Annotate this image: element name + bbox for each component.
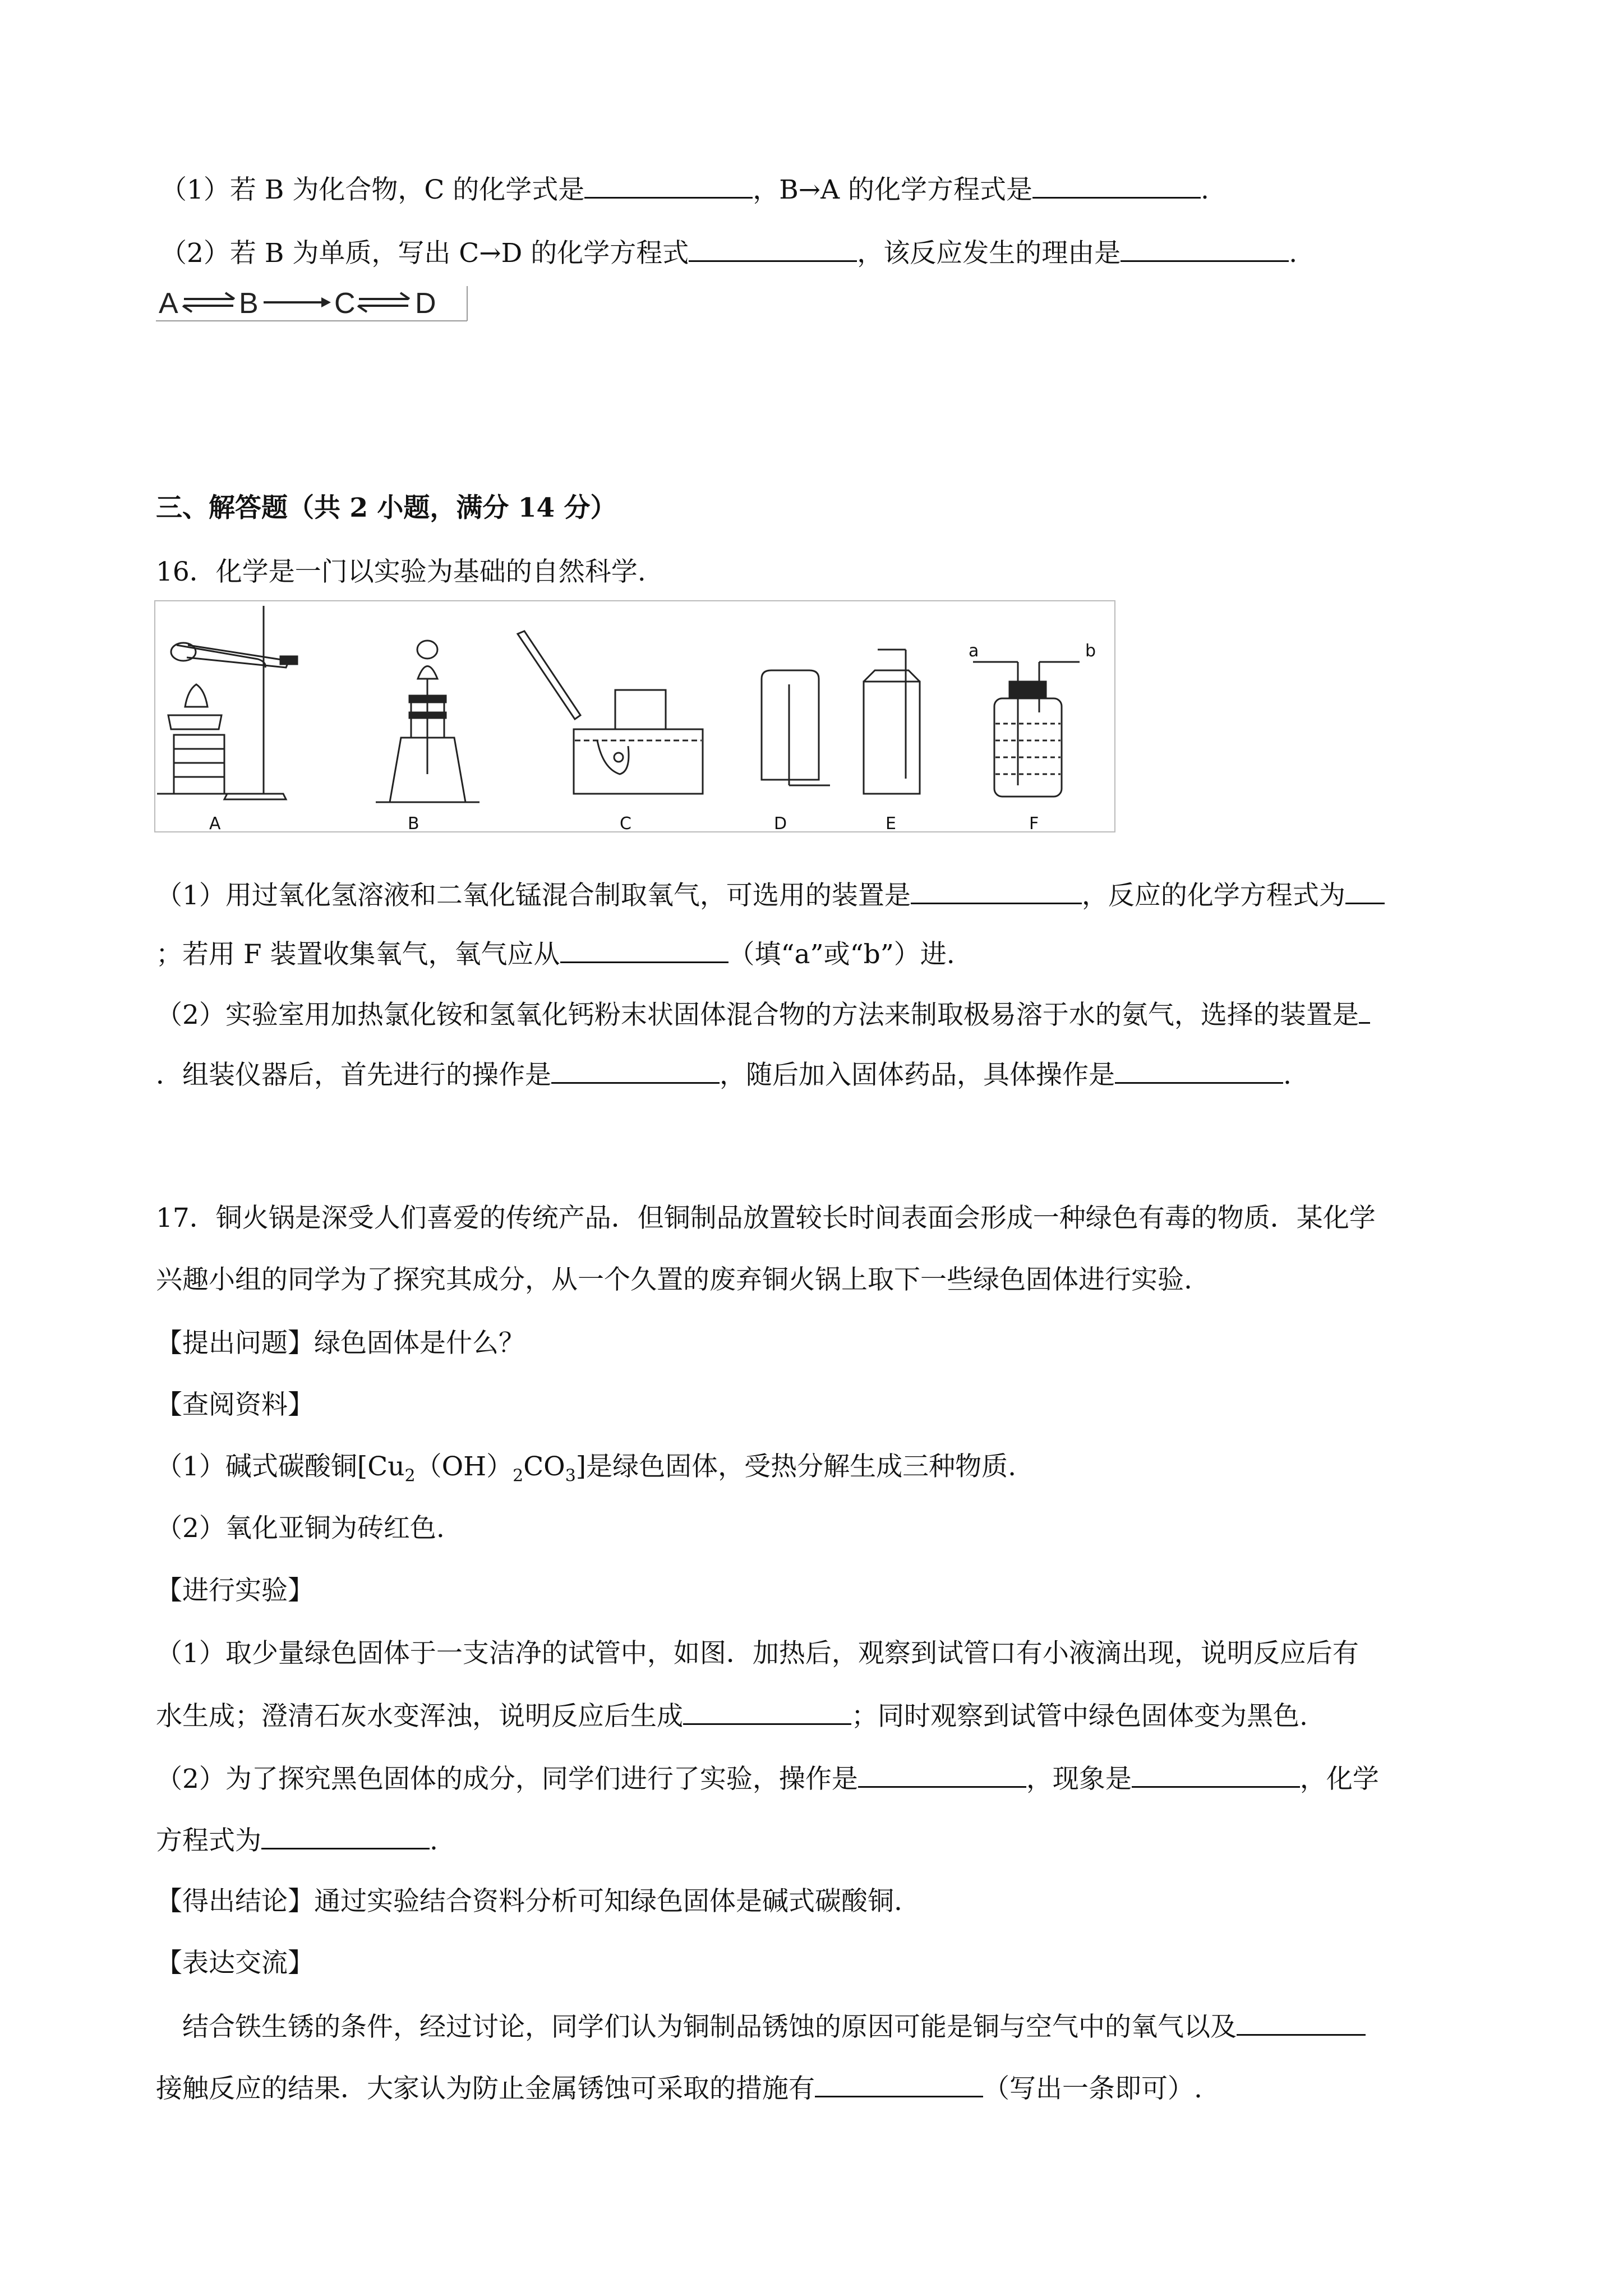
- answer-blank[interactable]: [858, 1761, 1026, 1788]
- answer-blank[interactable]: [689, 236, 857, 262]
- reversible-arrow-icon: [183, 293, 234, 312]
- label-C: C: [620, 814, 631, 834]
- answer-blank[interactable]: [584, 172, 753, 199]
- q16-p2-text-a: （2）实验室用加热氯化铵和氢氧化钙粉末状固体混合物的方法来制取极易溶于水的氨气，选择的装置是: [156, 1000, 1359, 1030]
- apparatus-A: [157, 606, 297, 799]
- answer-blank[interactable]: [1132, 1761, 1300, 1788]
- q17-ref1: [156, 1450, 1016, 1484]
- ref1-sub-1: 2: [404, 1466, 416, 1486]
- q15-p2-text-b: ，该反应发生的理由是: [857, 238, 1121, 269]
- q16-part1-line2: [156, 937, 955, 972]
- q15-part2: [160, 236, 1297, 270]
- forward-arrow-icon: [264, 297, 331, 307]
- chain-A: A: [159, 287, 178, 320]
- exp1-text-a: 水生成；澄清石灰水变浑浊，说明反应后生成: [156, 1701, 683, 1732]
- label-f-b: b: [1085, 641, 1096, 661]
- ref1-sub-2: 2: [513, 1466, 524, 1486]
- q16-p1-text-d: （填“a”或“b”）进.: [728, 939, 955, 970]
- q17-exp1-line2: [156, 1699, 1308, 1733]
- label-D: D: [774, 814, 787, 834]
- q16-p1-text-b: ，反应的化学方程式为: [1081, 880, 1345, 911]
- exp1-text-b: ；同时观察到试管中绿色固体变为黑色.: [851, 1701, 1308, 1732]
- disc-text-a: 结合铁生锈的条件，经过讨论，同学们认为铜制品锈蚀的原因可能是铜与空气中的氧气以及: [182, 2012, 1237, 2042]
- answer-blank[interactable]: [815, 2071, 983, 2097]
- label-B: B: [408, 814, 419, 834]
- q16-p1-text-c: ；若用 F 装置收集氧气，氧气应从: [156, 939, 560, 970]
- q17-ref2: （2）氧化亚铜为砖红色.: [156, 1513, 445, 1544]
- q16-p1-text-a: （1）用过氧化氢溶液和二氧化锰混合制取氧气，可选用的装置是: [156, 880, 911, 911]
- answer-blank[interactable]: [1115, 1057, 1283, 1084]
- apparatus-F: [973, 662, 1080, 797]
- q17-exp2-line1: [156, 1761, 1379, 1796]
- exp2-text-b: ，现象是: [1026, 1764, 1132, 1795]
- exp2-text-c: ，化学: [1299, 1764, 1379, 1795]
- answer-blank[interactable]: [1237, 2009, 1366, 2036]
- q17-conclusion: 【得出结论】通过实验结合资料分析可知绿色固体是碱式碳酸铜.: [156, 1886, 902, 1917]
- exp2-text-d: 方程式为: [156, 1825, 261, 1856]
- q16-p2-text-d: .: [1283, 1060, 1292, 1091]
- reversible-arrow-icon: [358, 293, 409, 312]
- q15-p2-text-a: （2）若 B 为单质，写出 C→D 的化学方程式: [160, 238, 689, 269]
- q16-intro: 16．化学是一门以实验为基础的自然科学.: [156, 556, 646, 587]
- q17-disc-line1: [182, 2009, 1366, 2044]
- q17-disc-heading: 【表达交流】: [156, 1948, 314, 1978]
- answer-blank[interactable]: [1032, 172, 1201, 199]
- q17-ask: 【提出问题】绿色固体是什么？: [156, 1328, 525, 1359]
- q15-p2-text-c: .: [1289, 238, 1298, 269]
- label-E: E: [886, 814, 896, 834]
- ref1-text-c: CO: [523, 1451, 565, 1482]
- apparatus-D: [762, 670, 830, 785]
- q16-p2-text-b: ．组装仪器后，首先进行的操作是: [156, 1060, 551, 1091]
- q17-exp1-line1: （1）取少量绿色固体于一支洁净的试管中，如图．加热后，观察到试管口有小液滴出现，说明反应后有: [156, 1638, 1359, 1669]
- q17-line1: 17．铜火锅是深受人们喜爱的传统产品．但铜制品放置较长时间表面会形成一种绿色有毒的物质．某化学: [156, 1203, 1376, 1234]
- chain-B: B: [239, 287, 259, 320]
- ref1-sub-3: 3: [565, 1466, 576, 1486]
- answer-blank[interactable]: [560, 937, 728, 963]
- exp2-text-e: .: [430, 1825, 438, 1856]
- q17-disc-line2: [156, 2071, 1202, 2106]
- answer-blank[interactable]: [1121, 236, 1289, 262]
- exp2-text-a: （2）为了探究黑色固体的成分，同学们进行了实验，操作是: [156, 1764, 858, 1795]
- disc-text-c: （写出一条即可）.: [983, 2073, 1202, 2104]
- q16-p2-text-c: ，随后加入固体药品，具体操作是: [720, 1060, 1115, 1091]
- answer-blank[interactable]: [261, 1823, 430, 1849]
- q16-part1-line1: [156, 878, 1385, 913]
- q15-p1-text-c: .: [1201, 174, 1209, 205]
- apparatus-B: [376, 641, 479, 802]
- ref1-text-b: （OH）: [415, 1451, 513, 1482]
- reaction-chain-diagram: [156, 280, 470, 323]
- q16-part2-line1: [156, 997, 1370, 1032]
- answer-blank[interactable]: [551, 1057, 720, 1084]
- q15-part1: [160, 172, 1209, 207]
- q17-line2: 兴趣小组的同学为了探究其成分，从一个久置的废弃铜火锅上取下一些绿色固体进行实验.: [156, 1264, 1192, 1295]
- apparatus-C: [518, 631, 703, 794]
- answer-blank[interactable]: [683, 1699, 851, 1725]
- apparatus-figure: [154, 600, 1119, 841]
- disc-text-b: 接触反应的结果．大家认为防止金属锈蚀可采取的措施有: [156, 2073, 815, 2104]
- chain-D: D: [415, 287, 436, 320]
- q15-p1-text-b: ，B→A 的化学方程式是: [753, 174, 1033, 205]
- section-title: 三、解答题（共 2 小题，满分 14 分）: [156, 493, 617, 523]
- apparatus-E: [864, 650, 920, 794]
- answer-blank[interactable]: [1345, 878, 1385, 904]
- ref1-text-d: ]是绿色固体，受热分解生成三种物质.: [575, 1451, 1017, 1482]
- label-f-a: a: [969, 641, 979, 661]
- q17-exp2-line2: [156, 1823, 438, 1858]
- label-A: A: [209, 814, 221, 834]
- chain-C: C: [334, 287, 356, 320]
- q16-part2-line2: [156, 1057, 1292, 1092]
- label-F: F: [1029, 814, 1039, 834]
- q17-exp-heading: 【进行实验】: [156, 1575, 314, 1606]
- q15-p1-text-a: （1）若 B 为化合物，C 的化学式是: [160, 174, 585, 205]
- answer-blank[interactable]: [1359, 997, 1370, 1024]
- ref1-text-a: （1）碱式碳酸铜[Cu: [156, 1451, 405, 1482]
- q17-ref-heading: 【查阅资料】: [156, 1389, 314, 1420]
- answer-blank[interactable]: [911, 878, 1082, 904]
